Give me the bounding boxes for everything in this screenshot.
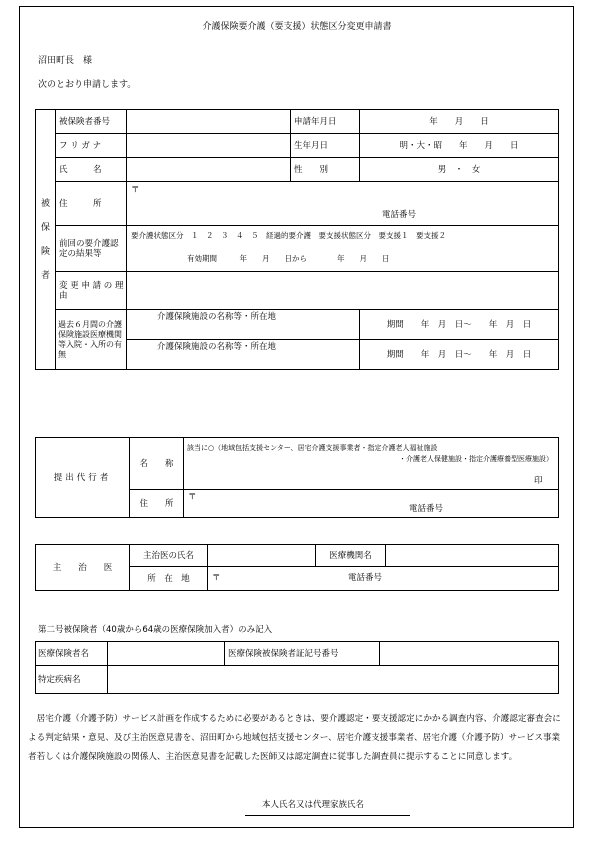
insured-number-label: 被保険者番号 xyxy=(56,110,127,134)
doctor-addr-label: 所 在 地 xyxy=(130,567,208,591)
agent-name-field[interactable] xyxy=(184,438,559,490)
furigana-label: フ リ ガ ナ xyxy=(56,134,127,158)
facility-label: 過去６月間の介護保険施設医療機関等入院・入所の有 無 xyxy=(56,310,127,370)
apply-date-field[interactable]: 年 月 日 xyxy=(360,110,559,134)
card-label: 医療保険被保険者証記号番号 xyxy=(225,642,380,666)
disease-label: 特定疾病名 xyxy=(36,666,108,694)
facility-period-2[interactable]: 期間 年 月 日～ 年 月 日 xyxy=(360,340,559,370)
consent-text: 居宅介護（介護予防）サービス計画を作成するために必要があるときは、要介護認定・要支援認定にかかる調査内容、介護認定審査会による判定結果・意見、及び主治医意見書を、沼田町から地域包括支援センター、居宅介護支援事業者、居宅介護（介護予防）サービス事業者若しくは介護保険施設の関係人、主治医意見書を記載した医師又は認定調査に従事した調査員に提示することに同意します。 xyxy=(28,714,561,762)
insurer-field[interactable] xyxy=(108,642,225,666)
agent-seal: 印 xyxy=(534,476,543,486)
agent-phone-label: 電話番号 xyxy=(409,504,444,514)
doctor-phone-label: 電話番号 xyxy=(348,573,383,583)
facility-name-2[interactable]: 介護保険施設の名称等・所在地 xyxy=(127,340,360,370)
insured-number-boxes[interactable] xyxy=(127,110,291,134)
doctor-postal-mark: 〒 xyxy=(212,573,221,583)
doctor-label: 主 治 医 xyxy=(36,545,130,591)
prev-period-line: 有効期間 年 月 日から 年 月 日 xyxy=(187,254,390,263)
address-label: 住 所 xyxy=(56,182,127,226)
doctor-name-label: 主治医の氏名 xyxy=(130,545,208,567)
agent-address-field[interactable] xyxy=(184,490,559,518)
intro-text: 次のとおり申請します。 xyxy=(38,80,137,90)
doctor-inst-field[interactable] xyxy=(386,545,559,567)
insurer-label: 医療保険者名 xyxy=(36,642,108,666)
prev-care-line: 要介護状態区分 １ ２ ３ ４ ５ 経過的要介護 要支援状態区分 要支援１ 要支援２ xyxy=(131,231,446,240)
name-label: 氏 名 xyxy=(56,158,127,182)
sex-field[interactable]: 男 ・ 女 xyxy=(360,158,559,182)
furigana-field[interactable] xyxy=(127,134,291,158)
birth-field[interactable]: 明・大・昭 年 月 日 xyxy=(360,134,559,158)
addressee: 沼田町長 様 xyxy=(38,56,93,66)
signature-line[interactable] xyxy=(245,815,410,816)
postal-mark: 〒 xyxy=(131,185,140,195)
sex-label: 性 別 xyxy=(291,158,360,182)
second-table xyxy=(35,641,559,694)
agent-postal-mark: 〒 xyxy=(188,492,197,502)
agent-address-label: 住 所 xyxy=(130,490,184,518)
doctor-inst-label: 医療機関名 xyxy=(316,545,386,567)
name-field[interactable] xyxy=(127,158,291,182)
apply-date-label: 申請年月日 xyxy=(291,110,360,134)
signature-label: 本人氏名又は代理家族氏名 xyxy=(262,800,365,810)
birth-label: 生年月日 xyxy=(291,134,360,158)
phone-label: 電話番号 xyxy=(382,210,417,220)
prev-result-field[interactable] xyxy=(127,226,559,272)
prev-result-label: 前回の要介護認定の結果等 xyxy=(56,226,127,272)
agent-note-1: 該当に○（地域包括支援センター、居宅介護支援事業者・指定介護老人福祉施設 xyxy=(187,444,438,452)
address-field[interactable] xyxy=(127,182,559,226)
insured-side-label: 被 保 険 者 xyxy=(36,110,56,370)
agent-note-2: ・介護老人保健施設・指定介護療養型医療施設） xyxy=(399,455,553,463)
agent-name-label: 名 称 xyxy=(130,438,184,490)
second-heading: 第二号被保険者（40歳から64歳の医療保険加入者）のみ記入 xyxy=(38,625,273,635)
reason-field[interactable] xyxy=(127,272,559,310)
doctor-addr-field[interactable] xyxy=(208,567,559,591)
agent-label: 提出代行者 xyxy=(36,438,130,518)
facility-name-1[interactable]: 介護保険施設の名称等・所在地 xyxy=(127,310,360,340)
facility-period-1[interactable]: 期間 年 月 日～ 年 月 日 xyxy=(360,310,559,340)
doctor-name-field[interactable] xyxy=(208,545,316,567)
card-field[interactable] xyxy=(380,642,559,666)
form-title: 介護保険要介護（要支援）状態区分変更申請書 xyxy=(202,22,392,32)
doctor-table xyxy=(35,544,559,591)
disease-field[interactable] xyxy=(108,666,559,694)
agent-table xyxy=(35,437,559,518)
insured-table xyxy=(35,109,559,370)
reason-label: 変 更 申 請 の 理 由 xyxy=(56,272,127,310)
